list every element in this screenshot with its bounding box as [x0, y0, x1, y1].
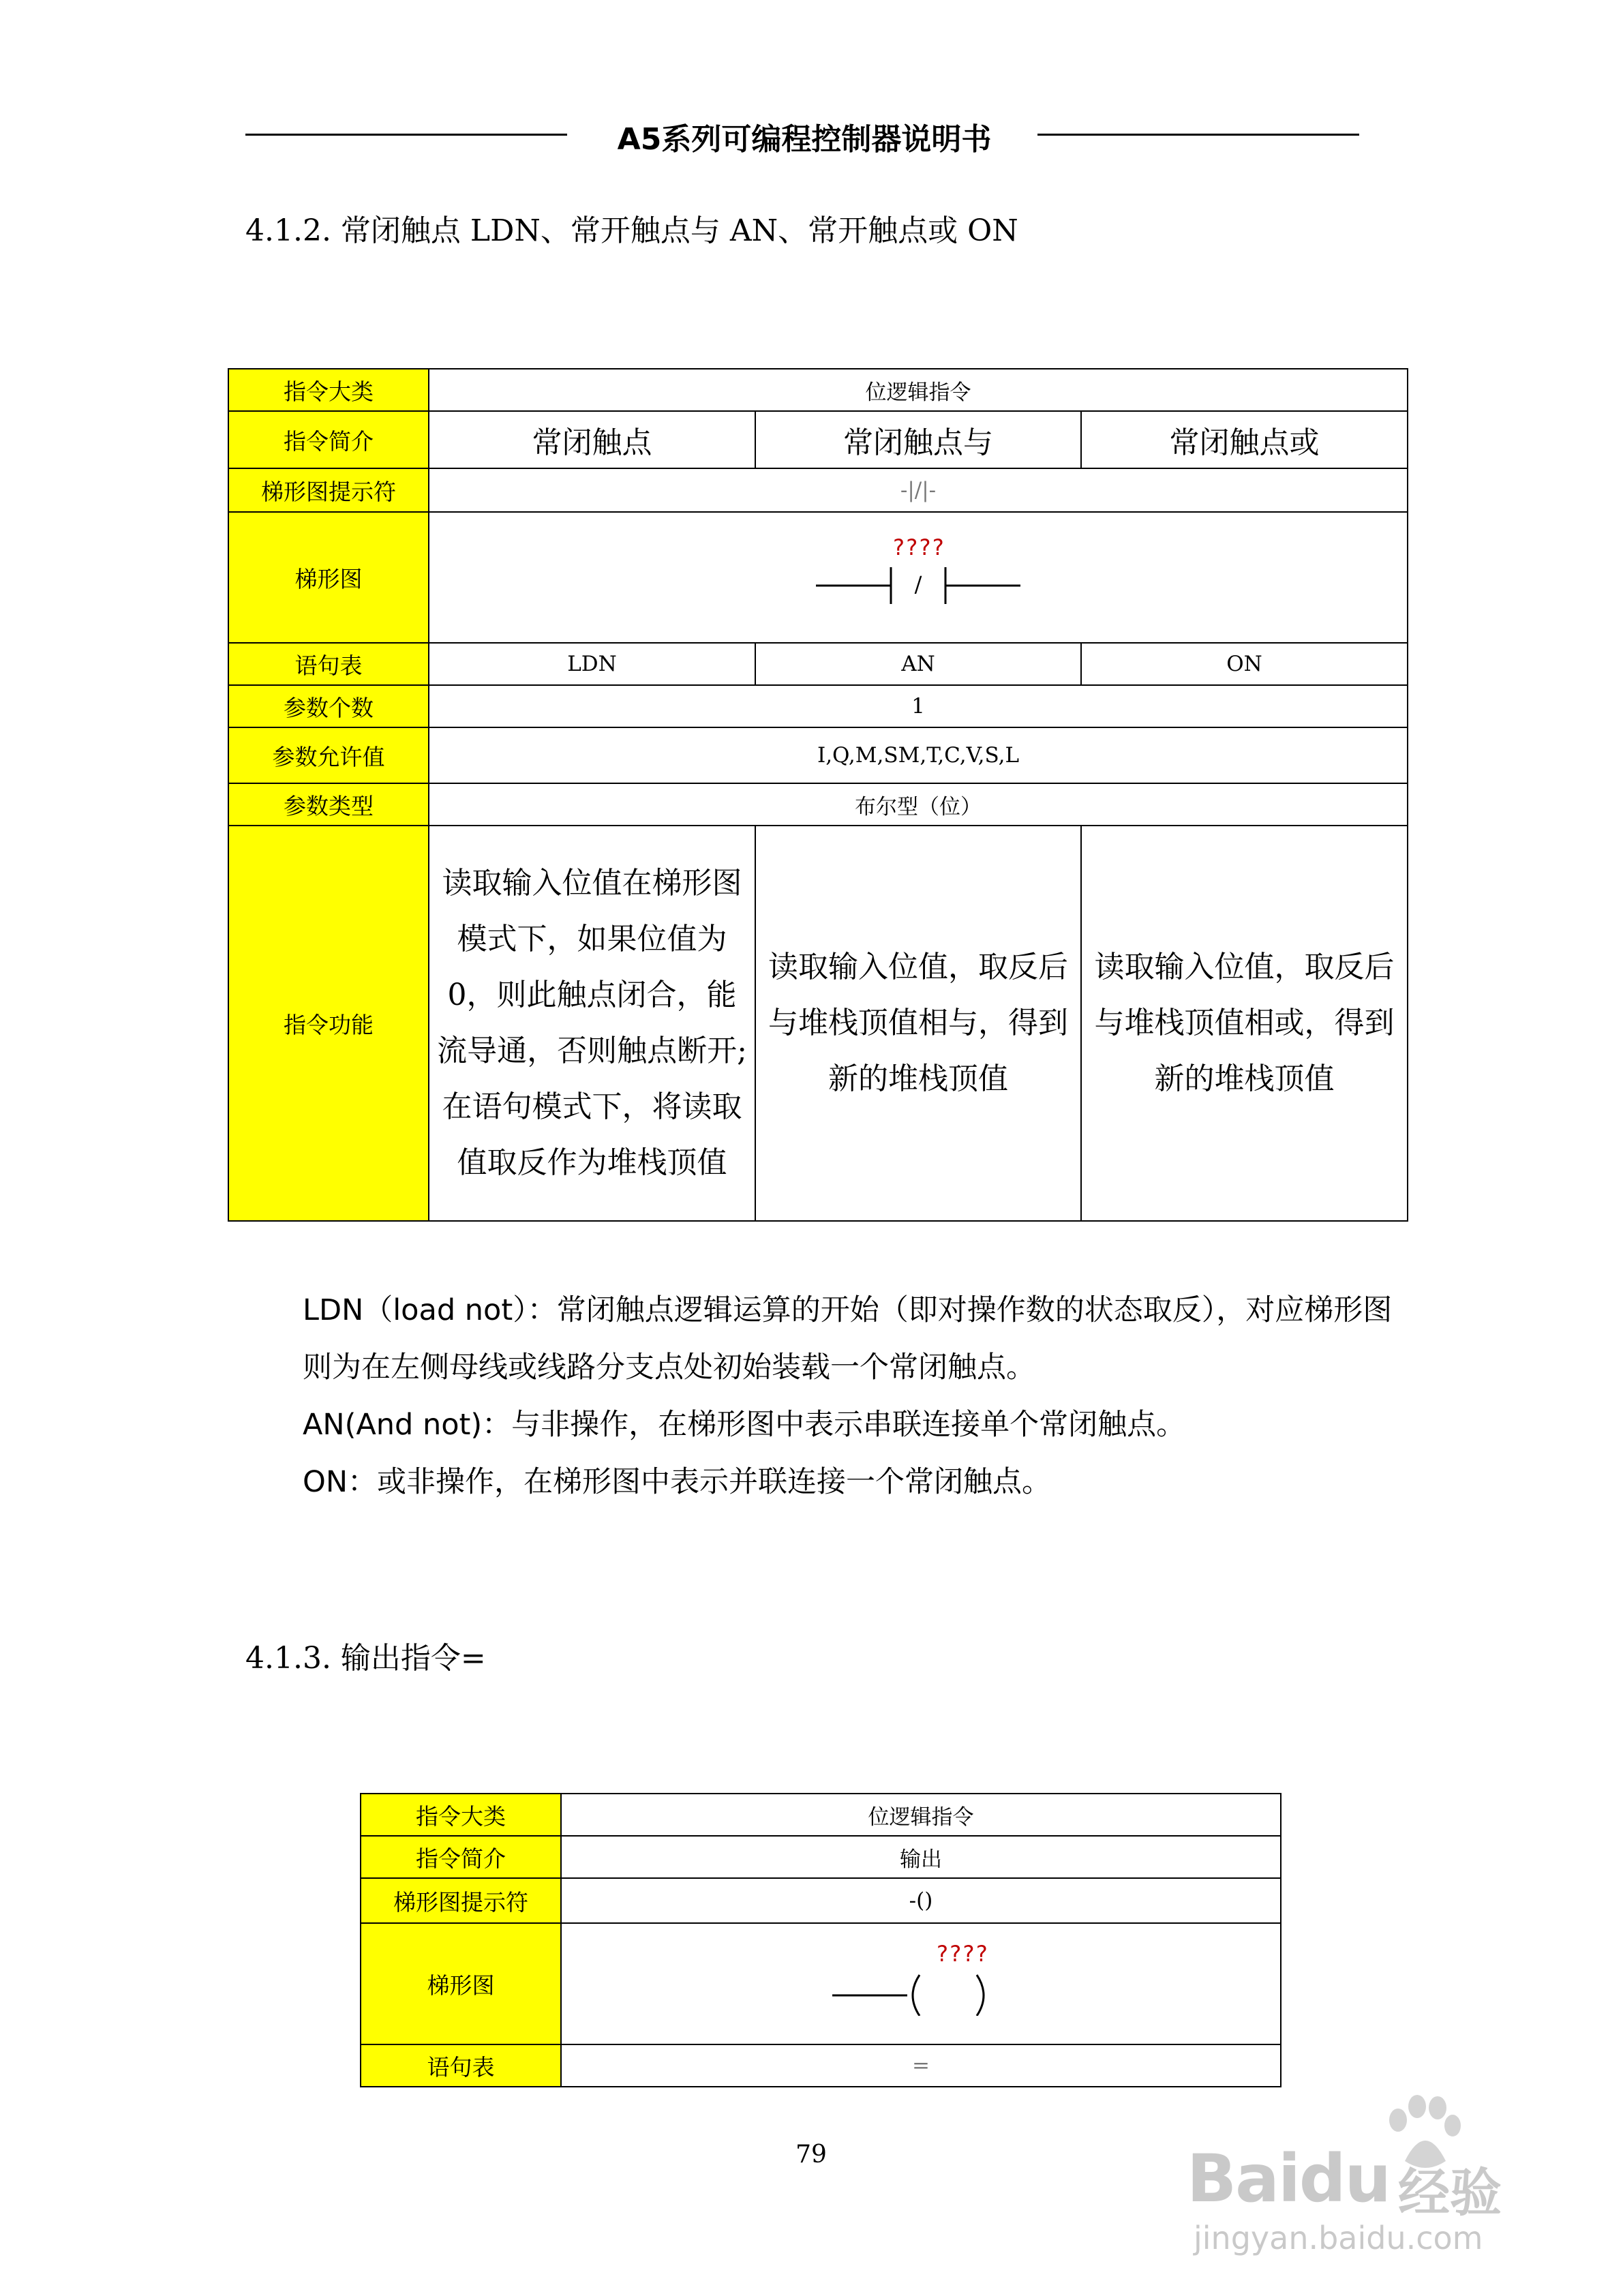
- ladder-operand: ????: [892, 534, 945, 560]
- category-value: 位逻辑指令: [429, 369, 1408, 411]
- document-title: A5系列可编程控制器说明书: [617, 122, 992, 157]
- row-label-statement-2: 语句表: [361, 2044, 561, 2087]
- row-label-param-count: 参数个数: [228, 685, 429, 727]
- statement-ldn: LDN: [429, 643, 755, 685]
- intro-on: 常闭触点或: [1081, 411, 1408, 468]
- section-heading-412: 4.1.2. 常闭触点 LDN、常开触点与 AN、常开触点或 ON: [245, 213, 1018, 248]
- intro-ldn: 常闭触点: [429, 411, 755, 468]
- baidu-jingyan-watermark: [1173, 2093, 1555, 2270]
- statement-output: =: [561, 2044, 1281, 2087]
- ldn-an-on-table: [228, 368, 1408, 1222]
- explanation-paragraphs: [245, 1282, 1418, 1511]
- output-ladder-cell: [561, 1923, 1281, 2044]
- row-label-prompt-2: 梯形图提示符: [361, 1878, 561, 1923]
- paragraph-on: ON：或非操作，在梯形图中表示并联连接一个常闭触点。: [303, 1465, 1052, 1499]
- row-label-statement: 语句表: [228, 643, 429, 685]
- row-label-intro: 指令简介: [228, 411, 429, 468]
- row-label-prompt: 梯形图提示符: [228, 468, 429, 512]
- watermark-cn: 经验: [1398, 2162, 1502, 2223]
- paragraph-an: AN(And not)：与非操作，在梯形图中表示串联连接单个常闭触点。: [303, 1408, 1186, 1442]
- prompt-value: -|/|-: [429, 468, 1408, 512]
- page-number: 79: [795, 2141, 827, 2169]
- param-count-value: 1: [429, 685, 1408, 727]
- output-instruction-table: [360, 1793, 1281, 2087]
- param-allowed-value: I,Q,M,SM,T,C,V,S,L: [429, 727, 1408, 783]
- row-label-category: 指令大类: [228, 369, 429, 411]
- row-label-ladder-2: 梯形图: [361, 1923, 561, 2044]
- intro-an: 常闭触点与: [755, 411, 1081, 468]
- header-rule-right: [1037, 134, 1359, 136]
- category-value-2: 位逻辑指令: [561, 1794, 1281, 1836]
- row-label-category-2: 指令大类: [361, 1794, 561, 1836]
- row-label-param-type: 参数类型: [228, 783, 429, 826]
- prompt-value-2: -(): [561, 1878, 1281, 1923]
- ladder-diagram-cell: [429, 512, 1408, 643]
- function-on: 读取输入位值，取反后与堆栈顶值相或，得到新的堆栈顶值: [1081, 826, 1408, 1221]
- function-ldn: 读取输入位值在梯形图模式下，如果位值为0，则此触点闭合，能流导通，否则触点断开;在语句模式下，将读取值取反作为堆栈顶值: [429, 826, 755, 1221]
- function-an: 读取输入位值，取反后与堆栈顶值相与，得到新的堆栈顶值: [755, 826, 1081, 1221]
- row-label-ladder: 梯形图: [228, 512, 429, 643]
- output-coil-diagram: [825, 1938, 1016, 2027]
- paragraph-ldn: LDN（load not）：常闭触点逻辑运算的开始（即对操作数的状态取反），对应梯形图则为在左侧母线或线路分支点处初始装载一个常闭触点。: [303, 1293, 1393, 1385]
- watermark-url: jingyan.baidu.com: [1194, 2220, 1483, 2256]
- intro-output: 输出: [561, 1836, 1281, 1878]
- output-coil-symbol: [825, 1968, 1016, 2016]
- contact-slash-mark: /: [914, 571, 922, 597]
- watermark-brand: Baidu: [1187, 2141, 1390, 2217]
- param-type-value: 布尔型（位）: [429, 783, 1408, 826]
- nc-contact-diagram: [802, 532, 1034, 620]
- row-label-function: 指令功能: [228, 826, 429, 1221]
- ladder-operand-2: ????: [935, 1941, 988, 1967]
- row-label-param-allowed: 参数允许值: [228, 727, 429, 783]
- section-heading-413: 4.1.3. 输出指令=: [245, 1641, 486, 1676]
- statement-an: AN: [755, 643, 1081, 685]
- statement-on: ON: [1081, 643, 1408, 685]
- row-label-intro-2: 指令简介: [361, 1836, 561, 1878]
